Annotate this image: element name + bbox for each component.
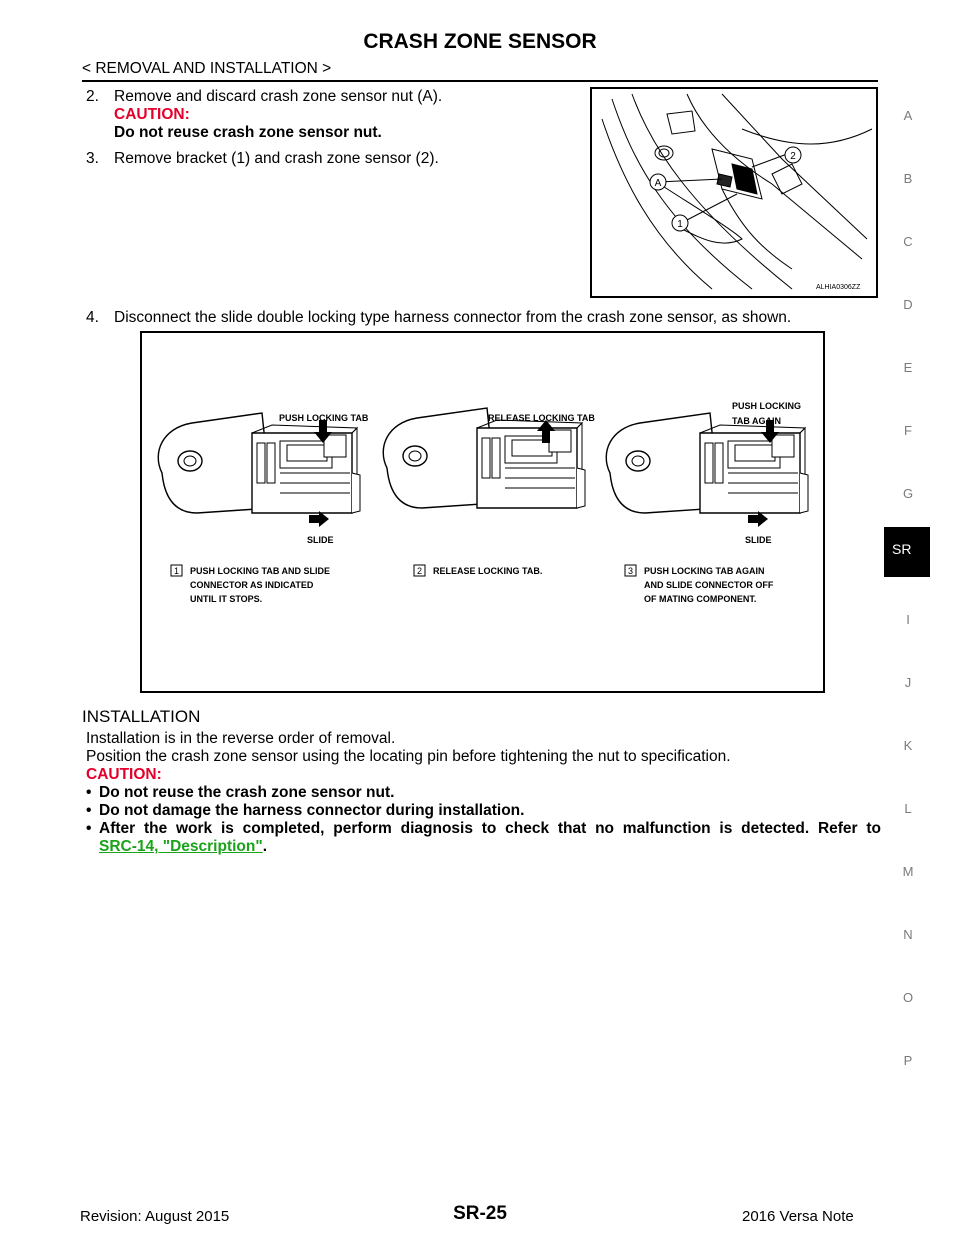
step-text: Remove bracket (1) and crash zone sensor (2). <box>114 150 439 167</box>
connector-step-3 <box>606 413 808 513</box>
caution-label: CAUTION: <box>86 766 162 783</box>
side-index-item[interactable]: P <box>903 1053 913 1068</box>
callout-2-label: 2 <box>790 151 796 162</box>
step-number: 3. <box>86 150 99 167</box>
connector-step-1 <box>158 413 360 513</box>
side-index-item[interactable]: A <box>903 108 913 123</box>
side-index-item[interactable]: J <box>904 675 912 690</box>
caution-bullet-text: After the work is completed, perform diagnosis to check that no malfunction is detected. Refer to <box>99 820 881 837</box>
label-push-locking: PUSH LOCKING <box>732 401 802 411</box>
active-tab-label: SR <box>892 541 912 557</box>
caution-bullet-text: Do not damage the harness connector during installation. <box>99 802 525 819</box>
figure-sensor-location <box>590 87 878 298</box>
figure-code: ALHIA0306ZZ <box>816 284 861 291</box>
header-divider <box>82 80 878 82</box>
side-index-item[interactable]: L <box>904 801 912 816</box>
callout-2 <box>785 147 801 163</box>
connector-step-2 <box>383 408 585 508</box>
sensor-location-illustration <box>592 89 876 296</box>
callout-a-label: A <box>654 178 662 189</box>
caution-bullet: • <box>86 802 92 819</box>
reference-line <box>99 838 267 856</box>
step-text: Disconnect the slide double locking type harness connector from the crash zone sensor, as shown. <box>114 309 792 326</box>
caution-text: Do not reuse crash zone sensor nut. <box>114 124 382 141</box>
reference-suffix: . <box>262 838 268 855</box>
side-index-item[interactable]: N <box>903 927 913 942</box>
figure-connector-disconnect <box>140 331 825 693</box>
side-index-item[interactable]: M <box>902 864 914 879</box>
caption-line: UNTIL IT STOPS. <box>190 594 263 604</box>
side-index-item[interactable]: I <box>906 612 910 627</box>
installation-para-2: Position the crash zone sensor using the locating pin before tightening the nut to specification. <box>86 748 731 765</box>
label-push-locking-tab: PUSH LOCKING TAB <box>279 413 369 423</box>
label-tab-again: TAB AGAIN <box>732 416 781 426</box>
caption-line: PUSH LOCKING TAB AND SLIDE <box>190 566 331 576</box>
caption-line: RELEASE LOCKING TAB. <box>433 566 543 576</box>
footer-model: 2016 Versa Note <box>742 1208 854 1225</box>
caption-number: 2 <box>416 566 423 576</box>
step-4 <box>86 309 876 327</box>
callout-a <box>650 174 666 190</box>
caption-line: PUSH LOCKING TAB AGAIN <box>644 566 765 576</box>
connector-illustration <box>142 333 823 691</box>
caution-bullet: • <box>86 784 92 801</box>
side-index-item[interactable]: K <box>903 738 913 753</box>
caution-bullet: • <box>86 820 92 837</box>
side-index-active-tab[interactable] <box>884 527 930 577</box>
footer-page-number: SR-25 <box>453 1203 507 1224</box>
caption-number: 1 <box>173 566 180 576</box>
side-index-item[interactable]: C <box>903 234 913 249</box>
section-label: < REMOVAL AND INSTALLATION > <box>82 60 332 77</box>
step-number: 2. <box>86 88 99 105</box>
caution-label: CAUTION: <box>114 106 190 123</box>
caption-number: 3 <box>627 566 634 576</box>
step-number: 4. <box>86 309 99 326</box>
step-2 <box>86 88 576 142</box>
caption-line: AND SLIDE CONNECTOR OFF <box>644 580 774 590</box>
caption-line: CONNECTOR AS INDICATED <box>190 580 314 590</box>
reference-link[interactable]: SRC-14, "Description" <box>99 838 263 855</box>
label-slide: SLIDE <box>745 535 772 545</box>
footer-revision: Revision: August 2015 <box>80 1208 230 1225</box>
side-index-item[interactable]: F <box>904 423 912 438</box>
caption-line: OF MATING COMPONENT. <box>644 594 757 604</box>
side-index-item[interactable]: G <box>902 486 914 501</box>
side-index-item[interactable]: D <box>903 297 913 312</box>
side-index-item[interactable]: B <box>903 171 913 186</box>
installation-heading: INSTALLATION <box>82 707 201 726</box>
caption-2 <box>414 565 542 576</box>
callout-1 <box>672 215 688 231</box>
step-3 <box>86 150 576 168</box>
label-release-locking-tab: RELEASE LOCKING TAB <box>488 413 595 423</box>
callout-1-label: 1 <box>677 219 683 230</box>
step-text: Remove and discard crash zone sensor nut (A). <box>114 88 443 105</box>
label-slide: SLIDE <box>307 535 334 545</box>
caption-3 <box>625 565 774 604</box>
side-index-item[interactable]: O <box>902 990 914 1005</box>
caption-1 <box>171 565 330 604</box>
side-index-item[interactable]: E <box>903 360 913 375</box>
page-title: CRASH ZONE SENSOR <box>363 30 597 53</box>
installation-para-1: Installation is in the reverse order of removal. <box>86 730 396 747</box>
caution-bullet-text: Do not reuse the crash zone sensor nut. <box>99 784 395 801</box>
